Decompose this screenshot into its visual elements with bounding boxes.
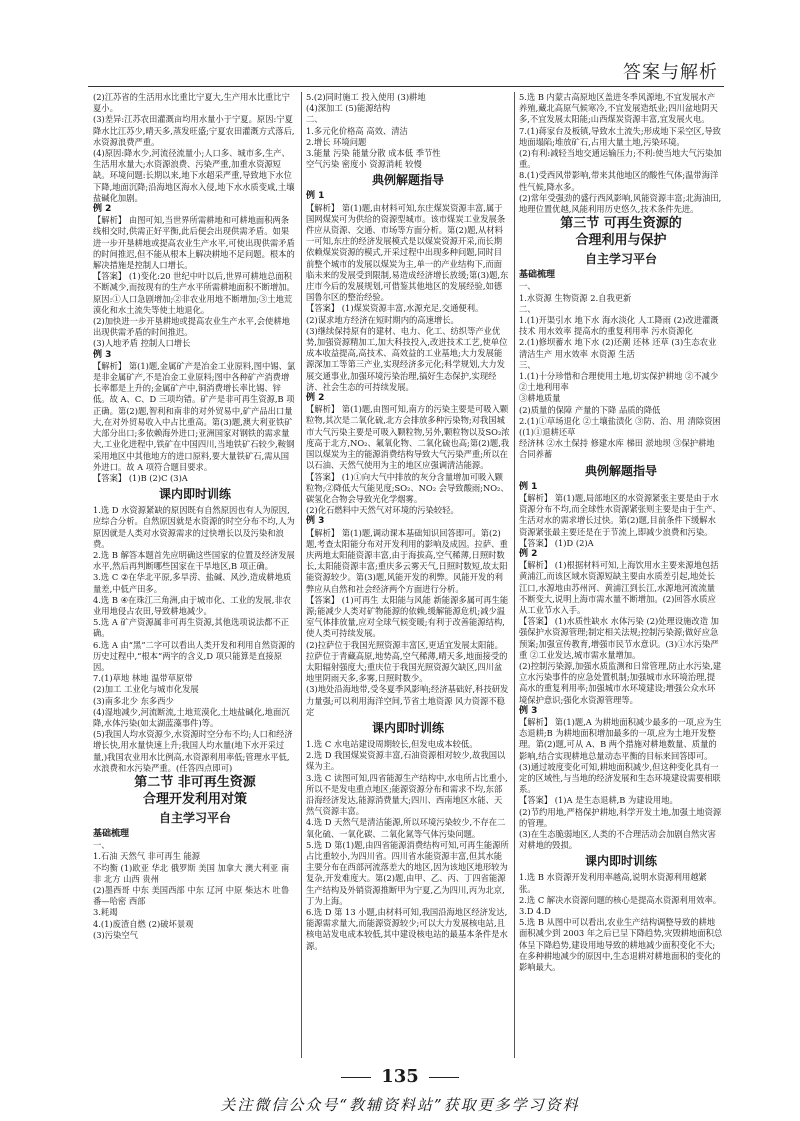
answer-paragraph: 【答案】 (1)煤炭资源丰富,水源充足,交通便利。 [305,303,484,314]
answer-paragraph: 【解析】 第(1)题,由图可知,南方的污染主要是可吸入颗粒物,其次是二氧化硫,北方会排放多种污染物;对我国城市大气污染主要是可吸入颗粒物,另外,颗粒物以及SO₂浓度高于北方,NO₂、氟氧化物、二氧化硫也高;第(2)题,我国以煤炭为主的能源消费结构导致大气污染严重;所以在以石油、天然气使用为主的地区应强调清洁能源。 [305,404,510,471]
answer-paragraph: 2.选 D 我国煤炭资源丰富,石油资源相对较少,故我国以煤为主。 [305,750,506,772]
answer-paragraph: (2)墨西哥 中东 美国西部 中东 辽河 中原 柴达木 吐鲁番—哈密 西部 [93,885,290,907]
answer-paragraph: (2)加快进一步开垦耕地或提高农业生产水平,会使耕地出现供需矛盾的时间推迟。 [93,316,290,338]
subsection-title: 典例解题指导 [371,173,444,188]
page-number-text: 135 [381,1066,419,1087]
answer-paragraph: (2)质量的保障 产量的下降 品质的降低 [518,404,661,415]
answer-paragraph: 二、 [518,303,536,314]
answer-paragraph: (3)人地矛盾 控制人口增长 [93,338,191,349]
page-number [0,1066,800,1087]
answer-paragraph: (3)在生态脆弱地区,人类的不合理活动会加剧自然灾害对耕地的毁损。 [518,828,716,851]
page-header [88,56,724,87]
answer-paragraph: 1.选 C 水电站建设周期较长,但发电成本较低。 [305,738,478,749]
subsection-title: 课内即时训练 [371,720,444,735]
answer-paragraph: 4.选 D 天然气是清洁能源,所以环境污染较少,不存在二氧化硫、一氧化碳、二氧化氮等气体污染问题。 [305,817,506,839]
column-3 [516,92,726,1058]
section-title: 合理利用与保护 [575,233,667,249]
answer-paragraph: (2)常年受强劲的盛行西风影响,风能资源丰富;北海油田,地理位置优越,风能利用历史悠久,技术条件先进。 [518,192,722,215]
answer-paragraph: (3)差异:江苏农田灌溉亩均用水量小于宁夏。原因:宁夏降水比江苏少,晴天多,蒸发旺盛;宁夏农田灌溉方式落后,水资源浪费严重。 [93,114,295,147]
answer-paragraph: (4)原因:降水少,河流径流量小;人口多、城市多,生产、生活用水量大;水资源浪费、污染严重,加重水资源短缺。环境问题:长期以来,地下水超采严重,导致地下水位下降,地面沉降;沿海地区海水入侵,地下水水质变咸,土壤盐碱化加剧。 [93,148,295,203]
answer-paragraph: 3.选 C ②在华北平原,多旱涝、盐碱、风沙,造成耕地质量差,中低产田多。 [93,572,292,594]
example-heading: 例 3 [305,516,325,527]
answer-paragraph: 5.选 B 内蒙古高原地区盖进冬季风源地,不宜发展水产养殖,藏北高原气候寒冷,不宜发展造纸业;四川盆地阴天多,不宜发展太阳能;山西煤炭资源丰富,宜发展火电。 [518,92,718,125]
answer-paragraph: 7.(1)蒋家台及板镇,导致水土流失;形成地下采空区,导致地面塌陷;堆放矿石,占用大量土地,污染环境。 [518,125,721,147]
answer-paragraph: (4)深加工 (5)能源结构 [305,103,391,114]
answer-paragraph: (3)地处沿海地带,受冬夏季风影响;经济基础好,科技研发力量强;可以利用海洋空间,节省土地资源 风力资源不稳定 [305,684,509,717]
example-heading: 基础梳理 [518,270,555,281]
answer-paragraph: (3)继续保持原有的建材、电力、化工、纺织等产业优势,加强资源精加工,加大科技投入,改进技术工艺,使单位成本收益提高,高技术、高效益的工业基地;大力发展能源深加工等第三产业,实现经济多元化;科学规划,大力发展交通事业,加强环境污染治理,搞好生态保护,实现经济、社会生态的可持续发展。 [305,325,508,392]
answer-paragraph: (3)污染空气 [93,929,138,940]
answer-paragraph: 6.选 A 由“黑”二字可以看出人类开发和利用自然资源的历史过程中,“根本”两字的含义,D 项只能算是直接原因。 [93,639,295,672]
answer-paragraph: (2)江苏省的生活用水比重比宁夏大,生产用水比重比宁夏小。 [93,92,290,114]
answer-paragraph: 【答案】 (1)D (2)A [518,537,594,548]
footer-note: 关注微信公众号“教辅资料站”获取更多学习资料 [220,1096,580,1114]
answer-paragraph: 1.(1)开渠引水 地下水 海水淡化 人工降雨 (2)改进灌溉技术 用水效率 提高水的重复利用率 污水资源化 [518,315,719,337]
answer-columns [90,92,726,1058]
answer-paragraph: 1.(1)十分珍惜和合理使用土地,切实保护耕地 ②不减少 ②土地利用率 [518,371,719,393]
answer-paragraph: (3)南多北少 东多西少 [93,695,174,706]
answer-paragraph: (4)湿地减少,河流断流,土地荒漠化,土地盐碱化,地面沉降,水体污染(如太湖蓝藻事件)等。 [93,706,290,728]
answer-paragraph: 6.选 D 第 13 小题,由材料可知,我国沿海地区经济发达,能源需求量大,而能源资源较少;可以大力发展核电站,且核电站发电成本较低,其中建设核电站的最基本条件是水源。 [305,907,508,951]
example-heading: 例 3 [518,705,538,716]
example-heading: 基础梳理 [93,828,130,839]
answer-paragraph: 1.选 B 水资源开发利用率越高,说明水资源利用越紧张。 [518,872,707,894]
subsection-title: 课内即时训练 [159,487,232,502]
header-title: 答案与解析 [623,62,718,83]
answer-paragraph: 3.选 C 读图可知,四省能源生产结构中,水电所占比重小,所以不是发电重点地区;能源资源分布和需求不均,东部沿海经济发达,能源消费量大;四川、西南地区水能、天然气资源丰富。 [305,772,508,817]
example-heading: 例 1 [518,481,538,492]
answer-paragraph: 【答案】 (1)①向大气中排放的灰分含量增加可吸入颗粒物;②降低大气能见度;SO₂、NO₂ 会导致酸雨;NO₂、碳氢化合物会导致光化学烟雾。 [305,471,509,504]
answer-paragraph: 【解析】 第(1)题,A 为耕地面积减少最多的一项,应为生态退耕;B 为耕地面积增加最多的一项,应为土地开发整理。第(2)题,可从 A、B 两个措施对耕地数量、质量的影响,结合实现耕地总量动态平衡的目标来回答即可。(3)通过坡度变化可知,耕地面积减少,但这种变化具有一定的区域性,与当地的经济发展和生态环境建设需要相联系。 [518,716,722,795]
answer-paragraph: (2)有利:减轻当地交通运输压力;不利:使当地大气污染加重。 [518,148,722,170]
subsection-title: 典例解题指导 [584,463,657,478]
answer-paragraph: 不均衡 (1)欧亚 华北 俄罗斯 美国 加拿大 澳大利亚 南非 北方 山西 贵州 [93,862,290,884]
answer-paragraph: 一、 [518,281,536,292]
column-1 [90,92,300,1058]
answer-paragraph: (2)节约用地,严格保护耕地,科学开发土地,加强土地资源的管理。 [518,806,722,828]
answer-paragraph: 2.增长 环境问题 [305,136,367,147]
answer-paragraph: ③耕地质量 [518,393,561,404]
example-heading: 例 2 [305,393,325,404]
example-heading: 例 1 [305,191,325,202]
answer-paragraph: 1.选 D 水资源紧缺的原因既有自然原因也有人为原因,应综合分析。自然原因就是水资源的时空分布不均,人为原因就是人类对水资源需求的过快增长以及污染和浪费。 [93,505,295,549]
example-heading: 例 2 [518,548,538,559]
answer-paragraph: 一、 [93,840,110,851]
subsection-title: 课内即时训练 [584,854,657,869]
answer-paragraph: (2)控制污染源,加强水质监测和日常管理,防止水污染,建立水污染事件的应急处置机制;加强城市水环境治理,提高水的重复利用率;加强城市水环境建设;增强公众水环境保护意识;强化水资源管理等。 [518,660,722,705]
answer-paragraph: 4.选 B ④在珠江三角洲,由于城市化、工业的发展,非农业用地侵占农田,导致耕地减少。 [93,594,291,616]
column-divider [514,92,515,1058]
answer-paragraph: 4.(1)废渣自燃 (2)破坏景观 [93,918,194,929]
answer-paragraph: 【解析】 第(1)题,金属矿产是冶金工业原料,图中锡、氯是非金属矿产,不是冶金工业原料;图中各种矿产消费增长率都是上升的;金属矿产中,铜消费增长率比锡、锌低。故 A、C、D 三项均错。矿产是非可再生资源,B 项正确。第(2)题,智利和南非的对外贸易中,矿产品出口量大,在对外贸易收入中占比重高。第(3)题,澳大利亚铁矿大部分出口;多依赖海外进口;亚洲国家对钢铁的需求量大,工业化进程中,铁矿在中国四川,当地铁矿石较少,鞍钢采用地区中其他地方的进口原料,要大量铁矿石,需从国外进口。故 A 项符合题目要求。 [93,360,296,472]
answer-paragraph: 5.选 D 第(1)题,由四省能源消费结构可知,可再生能源所占比重较小,为四川省。四川省水能资源丰富,但其水能主要分布在西部河流落差大的地区,因为该地区地形较为复杂,开发难度大。第(2)题,由甲、乙、丙、丁四省能源生产结构及外销资源推断甲为宁夏,乙为四川,丙为北京,丁为上海。 [305,839,509,906]
column-2 [303,92,513,1058]
answer-paragraph: 经济林 ②水土保持 修建水库 梯田 淤地坝 ③保护耕地 合同养蓄 [518,438,715,460]
answer-paragraph: 【解析】 第(1)题,局部地区的水资源紧张主要是由于水资源分布不均,而全球性水资源紧张则主要是由于生产、生活对水的需求增长过快。第(2)题,目前条件下缓解水资源紧张最主要还是在于节流上,即减少浪费和污染。 [518,492,721,537]
answer-paragraph: 三、 [518,359,536,370]
section-title: 合理开发利用对策 [143,791,248,807]
subsection-title: 自主学习平台 [159,810,232,825]
answer-paragraph: 【答案】 (1)A 是生态退耕,B 为建设用地。 [518,795,678,806]
answer-paragraph: 【解析】 第(1)题,由材料可知,东庄煤炭资源丰富,属于国网煤炭可为供给的资源型城市。该市煤炭工业发展条件应从资源、交通、市场等方面分析。第(2)题,从材料一可知,东庄的经济发展模式是以煤炭资源开采,而长期依赖煤炭资源的模式,开采过程中出现多种问题,同时目前整个城市的发展以煤炭为主,单一的产业结构下,而面临未来的发展受到限制,易造成经济增长放缓;第(3)题,东庄市今后的发展规划,可借鉴其他地区的发展经验,如德国鲁尔区的整治经验。 [305,202,509,303]
answer-paragraph: 5.选 B 从图中可以看出,农业生产结构调整导致的耕地面积减少到 2003 年之后已呈下降趋势,灾毁耕地面积总体呈下降趋势,建设用地导致的耕地减少面积变化不大;在多种耕地减少的原因中,生态退耕对耕地面积的变化的影响最大。 [518,917,723,973]
answer-paragraph: 【答案】 (1)B (2)C (3)A [93,472,188,483]
answer-paragraph: (2)谋求地方经济在短时期内的高速增长。 [305,314,459,325]
section-title: 第二节 非可再生资源 [134,774,256,790]
answer-paragraph: 二、 [305,114,323,125]
answer-paragraph: (2)拉萨位于我国光照资源丰富区,更适宜发展太阳能。拉萨位于青藏高原,地势高,空气稀薄,晴天多,地面接受的太阳辐射强度大;重庆位于我国光照资源欠缺区,四川盆地里阴雨天多,多雾,日照时数少。 [305,639,508,684]
answer-paragraph: (2)加工 工业化与城市化发展 [93,684,199,695]
answer-paragraph: (2)化石燃料中天然气对环境的污染较轻。 [305,505,459,516]
answer-paragraph: 2.(1)修坝蓄水 地下水 (2)还潮 还林 还草 (3)生态农业 清洁生产 用水效率 水资源 生活 [518,337,717,359]
answer-paragraph: 3.D 4.D [518,906,551,916]
answer-paragraph: (5)我国人均水资源少,水资源时空分布不均;人口和经济增长快,用水量快速上升;我国人均水量(地下水开采过量,)我国农业用水比例高,水资源利用率低;管理水平低,水浪费和水污染严重。(任答四点即可) [93,729,293,773]
answer-paragraph: 5.选 A 矿产资源属非可再生资源,其他选项说法都不正确。 [93,617,290,639]
answer-paragraph: 【解析】 (1)根据材料可知,上海饮用水主要来源地包括黄浦江,而该区域水资源短缺主要由水质差引起,地处长江口,水源地由苏州河、黄浦江到长江,水源地河流流量不断变大,说明上海市需水量不断增加。(2)回答水质应从工业节水入手。 [518,560,719,615]
answer-paragraph: 【答案】 (1)变化:20 世纪中叶以后,世界可耕地总面积不断减少,而按现有的生产水平所需耕地面积不断增加。原因:①人口急剧增加;②非农业用地不断增加;③土地荒漠化和水土流失等使土地退化。 [93,271,295,315]
answer-paragraph: 8.(1)受西风带影响,带来其他地区的酸性气体;温带海洋性气候,降水多。 [518,170,719,192]
answer-paragraph: 2.选 C 解决水资源问题的核心是提高水资源利用效率。 [518,894,722,905]
answer-paragraph: 5.(2)同时施工 投入使用 (3)耕地 [305,92,426,102]
answer-paragraph: 1.石油 天然气 非可再生 能源 [93,851,201,862]
answer-paragraph: 【解析】 第(1)题,调动课本基础知识回答即可。第(2)题,考查太阳能分布对开发利用的影响及成因。拉萨、重庆两地太阳能资源丰富,由于海拔高,空气稀薄,日照时数长,太阳能资源丰富;重庆多云雾天气,日照时数短,故太阳能资源较少。第(3)题,风能开发的利弊。风能开发的利弊应从自然和社会经济两个方面进行分析。 [305,527,508,594]
section-title: 第三节 可再生资源的 [560,216,682,232]
subsection-title: 自主学习平台 [584,252,657,267]
answer-paragraph: 1.水资源 生物资源 2.自我更新 [518,292,632,303]
answer-paragraph: 【答案】 (1)水质性缺水 水体污染 (2)处理设施改造 加强保护水资源管理;制定相关法规;控制污染源;做好应急预案;加强宣传教育,增强市民节水意识。(3)①水污染严重 ②工业发达,城市需水量增加。 [518,616,719,660]
answer-paragraph: 【答案】 (1)可再生 太阳能与风能 新能源多属可再生能源;能减少人类对矿物能源的依赖,缓解能源危机;减少温室气体排放量,应对全球气候变暖;有利于改善能源结构,使人类可持续发展。 [305,594,509,639]
column-divider [301,92,302,1058]
answer-paragraph: 【解析】 由图可知,当世界所需耕地和可耕地面积两条线相交时,供需正好平衡,此后便会出现供需矛盾。如果进一步开垦耕地或提高农业生产水平,可使出现供需矛盾的时间推迟,但不能从根本上解决耕地不足问题。根本的解决措施是控制人口增长。 [93,215,295,271]
answer-paragraph: 空气污染 密度小 资源消耗 较慢 [305,159,422,170]
answer-paragraph: 7.(1)草地 林地 温带草原带 [93,673,193,684]
answer-paragraph: 3.能量 污染 能量分散 成本低 季节性 [305,148,441,159]
answer-paragraph: 2.(1)①草场退化 ②土壤盐渍化 ③防、治、用 清除资困 ((1)①退耕还草 [518,415,721,438]
answer-paragraph: 1.多元化价格高 高效、清洁 [305,125,408,136]
answer-paragraph: 2.选 B 解答本题首先应明确这些国家的位置及经济发展水平,然后再判断哪些国家在干旱地区,B 项正确。 [93,549,295,572]
example-heading: 例 2 [93,204,112,215]
example-heading: 例 3 [93,349,112,360]
answer-paragraph: 3.耗竭 [93,907,118,918]
